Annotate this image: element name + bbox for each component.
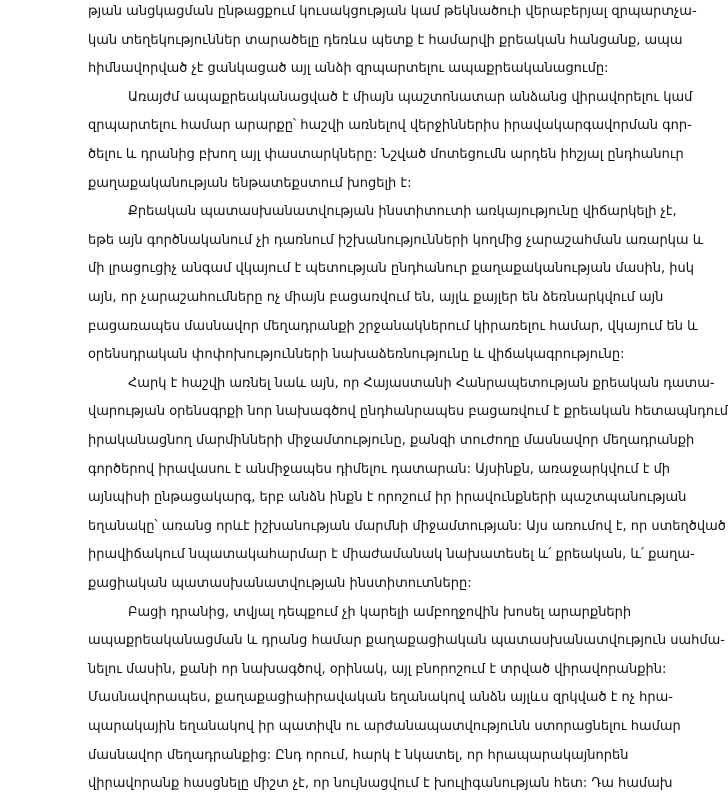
text-line: եղանակը՝ առանց որևէ իշխանության մարմնի միջամտության: Այս առումով է, որ ստեղծված [88, 519, 726, 534]
text-line: իրականացնող մարմինների միջամտությունը, քանզի տուժողը մասնավոր մեղադրանքի [88, 433, 695, 448]
text-line: պարակային եղանակով իր պատիվն ու արժանապատվությունն ստորացնելու համար [88, 719, 681, 734]
text-line: այնպիսի ընթացակարգ, երբ անձն ինքն է որոշում իր իրավունքների պաշտպանության [88, 490, 687, 505]
text-line: օրենսդրական փոփոխությունների նախաձեռնությունը և վիճակագրությունը: [88, 347, 625, 362]
text-line: վարության օրենսգրքի նոր նախագծով ընդհանրապես բացառվում է քրեական հետապնդում [88, 404, 728, 419]
text-line: ապաքրեականացման և դրանց համար քաղաքացիական պատասխանատվություն սահմա- [88, 633, 725, 648]
text-line: Բացի դրանից, տվյալ դեպքում չի կարելի ամբողջովին խոսել արարքների [128, 605, 632, 620]
text-line: մի լրացուցիչ անգամ վկայում է պետության ընդհանուր քաղաքականության մասին, իսկ [88, 261, 694, 276]
text-line: հիմնավորված չէ ցանկացած այլ անձի զրպարտելու ապաքրեականացումը: [88, 61, 609, 76]
text-line: թյան անցկացման ընթացքում կուսակցության կամ թեկնածուի վերաբերյալ զրպարտչա- [88, 4, 697, 19]
text-line: զրպարտելու համար արարքը՝ հաշվի առնելով վերջիններիս իրավակարգավորման գոր- [88, 118, 692, 133]
text-line: գործերով իրավասու է անմիջապես դիմելու դատարան: Այսինքն, առաջարկվում է մի [88, 462, 671, 477]
text-line: քացիական պատասխանատվության ինստիտուտները: [88, 576, 472, 591]
text-line: նելու մասին, քանի որ նախագծով, օրինակ, այլ բնորոշում է տրված վիրավորանքին: [88, 662, 667, 677]
text-line: բացառապես մասնավոր մեղադրանքի շրջանակներում կիրառելու համար, վկայում են և [88, 319, 698, 334]
text-line: կան տեղեկություններ տարածելը դեռևս պետք է համարվի քրեական հանցանք, ապա [88, 33, 683, 48]
text-line: եթե այն գործնականում չի դառնում իշխանությունների կողմից չարաշահման առարկա և [88, 233, 704, 248]
text-line: քաղաքականության ենթատեքստում խոցելի է: [88, 176, 412, 191]
text-line: Հարկ է հաշվի առնել նաև այն, որ Հայաստանի Հանրապետության քրեական դատա- [128, 376, 715, 391]
text-line: վիրավորանք հասցնելը միշտ չէ, որ նույնացվում է խուլիգանության հետ: Դա համախ [88, 776, 673, 791]
text-line: իրավիճակում նպատակահարմար է միաժամանակ նախատեսել և՛ քրեական, և՛ քաղա- [88, 547, 695, 562]
text-line: Քրեական պատասխանատվության ինստիտուտի առկայությունը վիճարկելի չէ, [128, 204, 677, 219]
text-line: այն, որ չարաշահումները ոչ միայն բացառվում են, այլև քայլեր են ձեռնարկվում այն [88, 290, 664, 305]
text-line: Առայժմ ապաքրեականացված է միայն պաշտոնատար անձանց վիրավորելու կամ [128, 90, 693, 105]
text-line: ծելու և դրանից բխող այլ փաստարկները: Նշված մոտեցումն արդեն իհշյալ ընդհանուր [88, 147, 684, 162]
text-line: Մասնավորապես, քաղաքացիաիրավական եղանակով անձն այլևս զրկված է ոչ հրա- [88, 690, 673, 705]
text-line: մասնավոր մեղադրանքից: Ընդ որում, հարկ է նկատել, որ հրապարակայնորեն [88, 748, 629, 763]
